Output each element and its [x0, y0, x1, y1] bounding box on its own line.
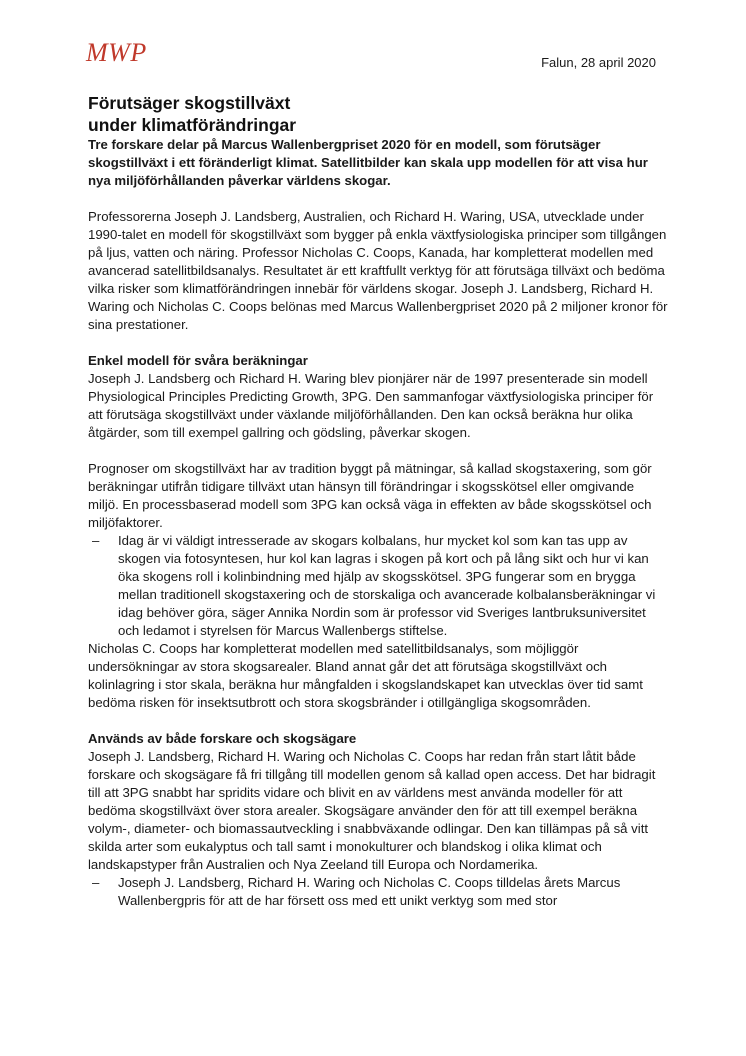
section-1-heading: Enkel modell för svåra beräkningar: [88, 353, 308, 368]
intro-paragraph: Professorerna Joseph J. Landsberg, Australien, och Richard H. Waring, USA, utvecklade under 1990-talet en modell för skogstillväxt som bygger på enkla växtfysiologiska principer som tillgången på ljus, vatten och näring. Professor Nicholas C. Coops, Kanada, har kompletterat modellen med avancerad satellitbildsanalys. Resultatet är ett kraftfullt verktyg för att förutsäga tillväxt och bedöma vilka risker som klimatförändringen innebär för världens skogar. Joseph J. Landsberg, Richard H. Waring och Nicholas C. Coops belönas med Marcus Wallenbergpriset 2020 på 2 miljoner kronor för sina prestationer.: [88, 209, 668, 332]
article-title-line-2: under klimatförändringar: [88, 115, 297, 135]
dash-bullet: –: [92, 875, 100, 890]
dash-bullet: –: [92, 533, 100, 548]
section-1-quote-text: Idag är vi väldigt intresserade av skogars kolbalans, hur mycket kol som kan tas upp av skogen via fotosyntesen, hur kol kan lagras i skogen på kort och på lång sikt och hur vi kan öka skogens roll i kolinbindning med hjälp av skogsskötsel. 3PG fungerar som en brygga mellan traditionell skogstaxering och de storskaliga och avancerade kolbalansberäkningar vi idag behöver göra, säger Annika Nordin som är professor vid Sveriges lantbruksuniversitet och ledamot i styrelsen för Marcus Wallenbergs stiftelse.: [118, 533, 656, 638]
section-2-quote-list: [88, 874, 668, 910]
section-1-paragraph-1: Joseph J. Landsberg och Richard H. Waring blev pionjärer när de 1997 presenterade sin modell Physiological Principles Predicting Growth, 3PG. Den sammanfogar växtfysiologiska principer för att förutsäga skogstillväxt under växlande miljöförhållanden. Den kan också beräkna hur olika åtgärder, som till exempel gallring och gödsling, påverkar skogen.: [88, 371, 654, 440]
article-title: [88, 92, 668, 136]
section-1-paragraph-2: Prognoser om skogstillväxt har av tradition byggt på mätningar, så kallad skogstaxering, som gör beräkningar utifrån tidigare tillväxt utan hänsyn till förändringar i skogsskötsel eller omgivande miljö. En processbaserad modell som 3PG kan också väga in effekten av både skogsskötsel och miljöfaktorer.: [88, 461, 652, 530]
article-title-line-1: Förutsäger skogstillväxt: [88, 93, 291, 113]
mwp-logo: MWP: [86, 38, 147, 67]
section-2-paragraph-1: Joseph J. Landsberg, Richard H. Waring och Nicholas C. Coops har redan från start låtit både forskare och skogsägare få fri tillgång till modellen genom så kallad open access. Det har bidragit till att 3PG snabbt har spridits vidare och blivit en av världens mest använda modeller för att bedöma skogstillväxt över stora arealer. Skogsägare använder den för att till exempel beräkna volym-, diameter- och biomassautveckling i snabbväxande odlingar. Den kan tillämpas på så vitt skilda arter som eukalyptus och tall samt i monokulturer och blandskog i olika klimat och landskapstyper från Australien och Nya Zeeland till Europa och Nordamerika.: [88, 749, 656, 872]
dateline: Falun, 28 april 2020: [541, 55, 656, 70]
section-1-paragraph-3: Nicholas C. Coops har kompletterat modellen med satellitbildsanalys, som möjliggör undersökningar av stora skogsarealer. Bland annat går det att förutsäga skogstillväxt och kolinlagring i stor skala, beräkna hur mångfalden i skogslandskapet kan utvecklas över tid samt bedöma risken för insektsutbrott och stora skogsbränder i otillgängliga skogsområden.: [88, 641, 643, 710]
section-2-quote: [92, 874, 668, 910]
lead-paragraph: Tre forskare delar på Marcus Wallenbergpriset 2020 för en modell, som förutsäger skogstillväxt i ett föränderligt klimat. Satellitbilder kan skala upp modellen för att visa hur nya miljöförhållanden påverkar världens skogar.: [88, 137, 648, 188]
section-2-quote-text: Joseph J. Landsberg, Richard H. Waring och Nicholas C. Coops tilldelas årets Marcus Wallenbergpris för att de har försett oss med ett unikt verktyg som med stor: [118, 875, 621, 908]
section-1-quote: [92, 532, 668, 640]
section-1-quote-list: [88, 532, 668, 640]
section-2-heading: Används av både forskare och skogsägare: [88, 731, 357, 746]
article-body: [88, 92, 668, 910]
